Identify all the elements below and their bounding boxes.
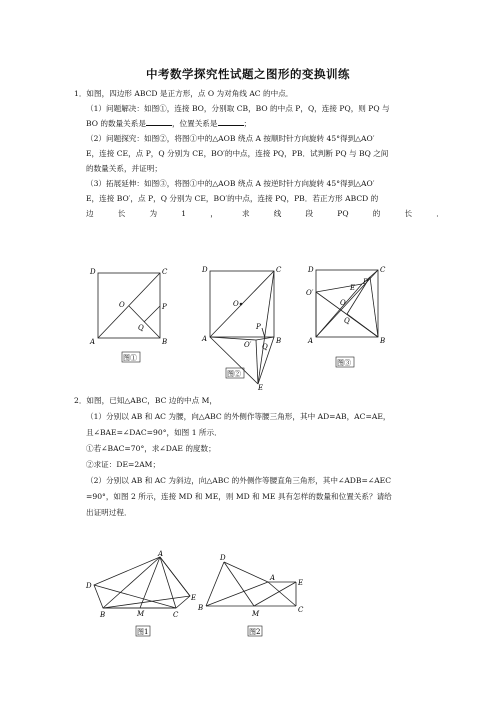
label-C-3: C: [380, 266, 386, 274]
q1-l9-w4: ，: [210, 209, 218, 218]
q1-l9-w8: PQ: [337, 209, 349, 218]
q1-line-8: E，连接 BO′，点 P，Q 分别为 CE，BO′的中点，连接 PQ，PB．若正方形 ABCD 的: [86, 194, 379, 203]
q2-line-3: 且∠BAE=∠DAC=90°，如图 1 所示．: [86, 428, 222, 437]
q1-line-6: 的数量关系，并证明；: [86, 164, 162, 173]
label-C-q2f1: C: [173, 611, 179, 619]
q2-figure-1: [84, 548, 202, 640]
fig-caption-q2-2: 图2: [249, 628, 261, 636]
q2-line-5: ②求证：DE=2AM；: [86, 460, 161, 469]
q1-line-3b: ，位置关系是: [171, 119, 218, 128]
label-D: D: [90, 268, 96, 276]
label-A-q2f2: A: [270, 574, 276, 582]
label-P-2: P: [256, 323, 261, 331]
label-O: O: [119, 301, 125, 309]
q1-l9-w7: 段: [305, 209, 314, 218]
label-P: P: [162, 303, 167, 311]
q1-line-7: （3）拓展延伸：如图③，将图①中的△AOB 绕点 A 按逆时针方向旋转 45°得到△AO′: [86, 179, 375, 188]
q1-l9-w10: 长: [404, 209, 413, 218]
q1-l9-w5: 求: [242, 209, 250, 218]
label-A-2: A: [202, 335, 208, 343]
q2-figure-2: [196, 548, 316, 640]
label-C-2: C: [276, 266, 282, 274]
q1-l9-w2: 为: [149, 209, 158, 218]
label-Oprime-3: O′: [306, 289, 314, 297]
label-A-3: A: [308, 337, 314, 345]
label-C-q2f2: C: [298, 606, 304, 614]
q1-l9-w0: 边: [86, 209, 94, 218]
q2-line-4: ①若∠BAC=70°，求∠DAE 的度数；: [86, 444, 216, 453]
q2-line-2: （1）分别以 AB 和 AC 为腰，向△ABC 的外侧作等腰三角形，其中 AD=AB，AC=AE，: [86, 412, 391, 421]
label-D-3: D: [308, 266, 314, 274]
label-B-3: B: [380, 337, 386, 345]
answer-blank-1: [146, 118, 172, 126]
fig-caption-3: 图③: [337, 359, 351, 367]
label-M-q2f2: M: [252, 610, 260, 618]
label-D-q2f2: D: [220, 554, 226, 562]
label-A: A: [90, 338, 96, 346]
label-D-2: D: [202, 266, 208, 274]
label-M-q2f1: M: [137, 610, 145, 618]
label-Oprime-2: O′: [244, 341, 252, 349]
q1-l9-w9: 的: [372, 209, 381, 218]
label-E-2: E: [258, 384, 264, 392]
q1-figure-3: [302, 262, 398, 372]
label-E-3: E: [350, 284, 356, 292]
q2-line-6: （2）分别以 AB 和 AC 为斜边，向△ABC 的外侧作等腰直角三角形，其中∠ADB=∠AEC: [86, 476, 392, 485]
label-B-q2f2: B: [198, 604, 204, 612]
q1-line-3: [86, 118, 251, 129]
label-E-q2f2: E: [298, 579, 304, 587]
q1-line-2: （1）问题解决：如图①，连接 BO，分别取 CB，BO 的中点 P，Q，连接 PQ，则 PQ 与: [86, 104, 390, 113]
page-title: 中考数学探究性试题之图形的变换训练: [146, 67, 350, 81]
q2-line-1: 2．如图，已知△ABC，BC 边的中点 M，: [74, 396, 217, 405]
label-O-3: O: [340, 299, 346, 307]
q2-line-7: =90°，如图 2 所示，连接 MD 和 ME，则 MD 和 ME 具有怎样的数量和位置关系？请给: [86, 492, 392, 501]
label-B-q2f1: B: [100, 611, 106, 619]
label-D-q2f1: D: [86, 582, 92, 590]
q1-line-5: E，连接 CE，点 P，Q 分别为 CE，BO′的中点，连接 PQ，PB．试判断 PQ 与 BQ 之间: [86, 149, 389, 158]
q1-line-3c: ；: [243, 119, 252, 128]
q2-line-8: 出证明过程．: [86, 508, 132, 517]
label-P-3: P: [363, 278, 368, 286]
fig-caption-q2-1: 图1: [137, 628, 149, 636]
answer-blank-2: [218, 118, 244, 126]
q1-l9-w6: 线: [273, 209, 282, 218]
q1-l9-w11: ．: [436, 209, 444, 218]
label-B-2: B: [276, 337, 282, 345]
label-Q-2: Q: [262, 343, 268, 351]
q1-l9-w3: 1: [181, 209, 187, 218]
q1-line-4: （2）问题探究：如图②，将图①中的△AOB 绕点 A 按顺时针方向旋转 45°得到△AO′: [86, 134, 375, 143]
label-E-q2f1: E: [191, 594, 197, 602]
q1-line-3a: BO 的数量关系是: [86, 119, 146, 128]
label-B: B: [162, 338, 168, 346]
q1-line-9: [86, 208, 444, 219]
label-Q-3: Q: [344, 317, 350, 325]
label-C: C: [162, 268, 168, 276]
label-A-q2f1: A: [158, 550, 164, 558]
q1-l9-w1: 长: [117, 209, 126, 218]
label-Q: Q: [138, 324, 144, 332]
fig-caption-2: 图②: [227, 370, 241, 378]
label-O-2: O: [233, 300, 239, 308]
q1-figure-2: [200, 262, 290, 392]
fig-caption-1: 图①: [123, 354, 137, 362]
q1-figure-1: [84, 262, 182, 368]
q1-line-1: 1．如图，四边形 ABCD 是正方形，点 O 为对角线 AC 的中点．: [74, 89, 294, 98]
